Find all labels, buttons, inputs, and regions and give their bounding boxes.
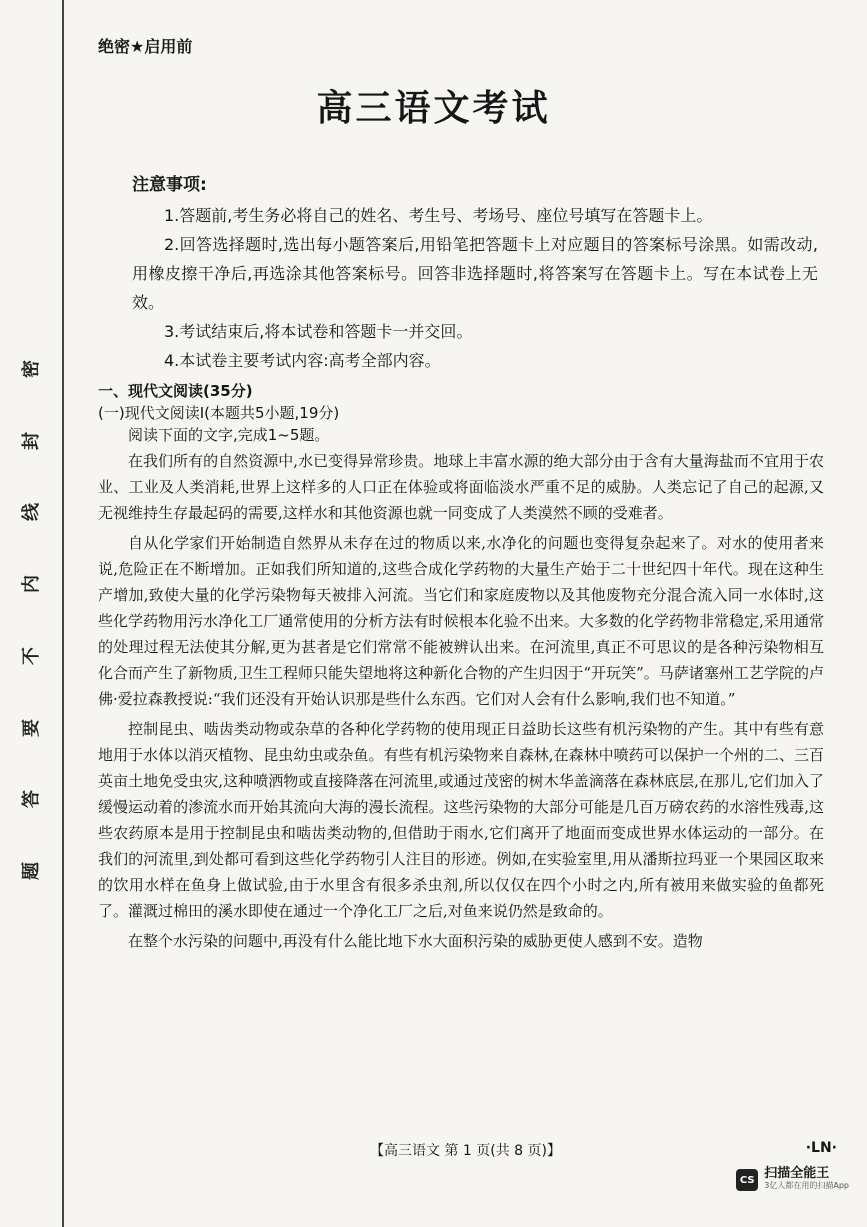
page-title: 高三语文考试 <box>316 88 551 129</box>
reading-instruction: 阅读下面的文字,完成1~5题。 <box>128 426 330 444</box>
note-item: 3.考试结束后,将本试卷和答题卡一并交回。 <box>164 322 473 341</box>
note-item: 4.本试卷主要考试内容:高考全部内容。 <box>164 351 441 370</box>
section-title: 一、现代文阅读(35分) <box>98 382 253 400</box>
note-item: 2.回答选择题时,选出每小题答案后,用铅笔把答题卡上对应题目的答案标号涂黑。如需改动,用橡皮擦干净后,再选涂其他答案标号。回答非选择题时,将答案写在答题卡上。写在本试卷上无效。 <box>132 235 818 312</box>
binding-char: 题 <box>21 861 42 880</box>
scanner-slogan: 3亿人都在用的扫描App <box>764 1181 849 1190</box>
passage-paragraph: 在我们所有的自然资源中,水已变得异常珍贵。地球上丰富水源的绝大部分由于含有大量海盐而不宜用于农业、工业及人类消耗,世界上这样多的人口正在体验或将面临淡水严重不足的威胁。人类忘记了自己的起源,又无视维持生存最起码的需要,这样水和其他资源也就一同变成了人类漠然不顾的受难者。 <box>98 452 824 522</box>
passage-paragraph: 在整个水污染的问题中,再没有什么能比地下水大面积污染的威胁更使人感到不安。造物 <box>128 932 703 950</box>
notes-heading: 注意事项: <box>132 175 207 195</box>
note-item: 1.答题前,考生务必将自己的姓名、考生号、考场号、座位号填写在答题卡上。 <box>164 206 713 225</box>
binding-text <box>18 360 46 880</box>
binding-char: 线 <box>21 503 42 522</box>
scanner-badge <box>736 1168 849 1192</box>
footer-code: ·LN· <box>805 1140 837 1156</box>
passage-paragraph: 控制昆虫、啮齿类动物或杂草的各种化学药物的使用现正日益助长这些有机污染物的产生。其中有些有意地用于水体以消灭植物、昆虫幼虫或杂鱼。有些有机污染物来自森林,在森林中喷药可以保护一个州的二、三百英亩土地免受虫灾,这种喷洒物或直接降落在河流里,或通过茂密的树木华盖滴落在森林底层,在那儿,它们加入了缓慢运动着的渗流水而开始其流向大海的漫长流程。这些污染物的大部分可能是几百万磅农药的水溶性残毒,这些农药原本是用于控制昆虫和啮齿类动物的,但借助于雨水,它们离开了地面而变成世界水体运动的一部分。在我们的河流里,到处都可看到这些化学药物引人注目的形迹。例如,在实验室里,用从潘斯拉玛亚一个果园区取来的饮用水样在鱼身上做试验,由于水里含有很多杀虫剂,所以仅仅在四个小时之内,所有被用来做实验的鱼都死了。灌溉过棉田的溪水即使在通过一个净化工厂之后,对鱼来说仍然是致命的。 <box>98 720 824 920</box>
binding-char: 封 <box>21 431 42 450</box>
notes-section <box>98 170 818 375</box>
subsection-title: (一)现代文阅读Ⅰ(本题共5小题,19分) <box>98 404 340 422</box>
secret-label: 绝密★启用前 <box>98 37 193 56</box>
scanner-name: 扫描全能王 <box>764 1166 830 1181</box>
binding-char: 密 <box>21 360 42 378</box>
binding-char: 内 <box>21 575 42 594</box>
scanner-text <box>764 1168 849 1192</box>
reading-section <box>98 380 824 958</box>
binding-char: 不 <box>21 646 42 665</box>
page-footer: 【高三语文 第 1 页(共 8 页)】 <box>370 1143 561 1159</box>
binding-char: 要 <box>21 718 42 737</box>
camscanner-logo-icon: CS <box>736 1169 758 1191</box>
binding-char: 答 <box>21 790 42 809</box>
binding-strip <box>0 0 64 1227</box>
passage-paragraph: 自从化学家们开始制造自然界从未存在过的物质以来,水净化的问题也变得复杂起来了。对水的使用者来说,危险正在不断增加。正如我们所知道的,这些合成化学药物的大量生产始于二十世纪四十年代。现在这种生产增加,致使大量的化学污染物每天被排入河流。当它们和家庭废物以及其他废物充分混合流入同一水体时,这些化学药物用污水净化工厂通常使用的分析方法有时候根本化验不出来。大多数的化学药物非常稳定,采用通常的处理过程无法使其分解,更为甚者是它们常常不能被辨认出来。在河流里,真正不可思议的是各种污染物相互化合而产生了新物质,卫生工程师只能失望地将这种新化合物的产生归因于“开玩笑”。马萨诸塞州工艺学院的卢佛·爱拉森教授说:“我们还没有开始认识那是些什么东西。它们对人会有什么影响,我们也不知道。” <box>98 534 824 708</box>
